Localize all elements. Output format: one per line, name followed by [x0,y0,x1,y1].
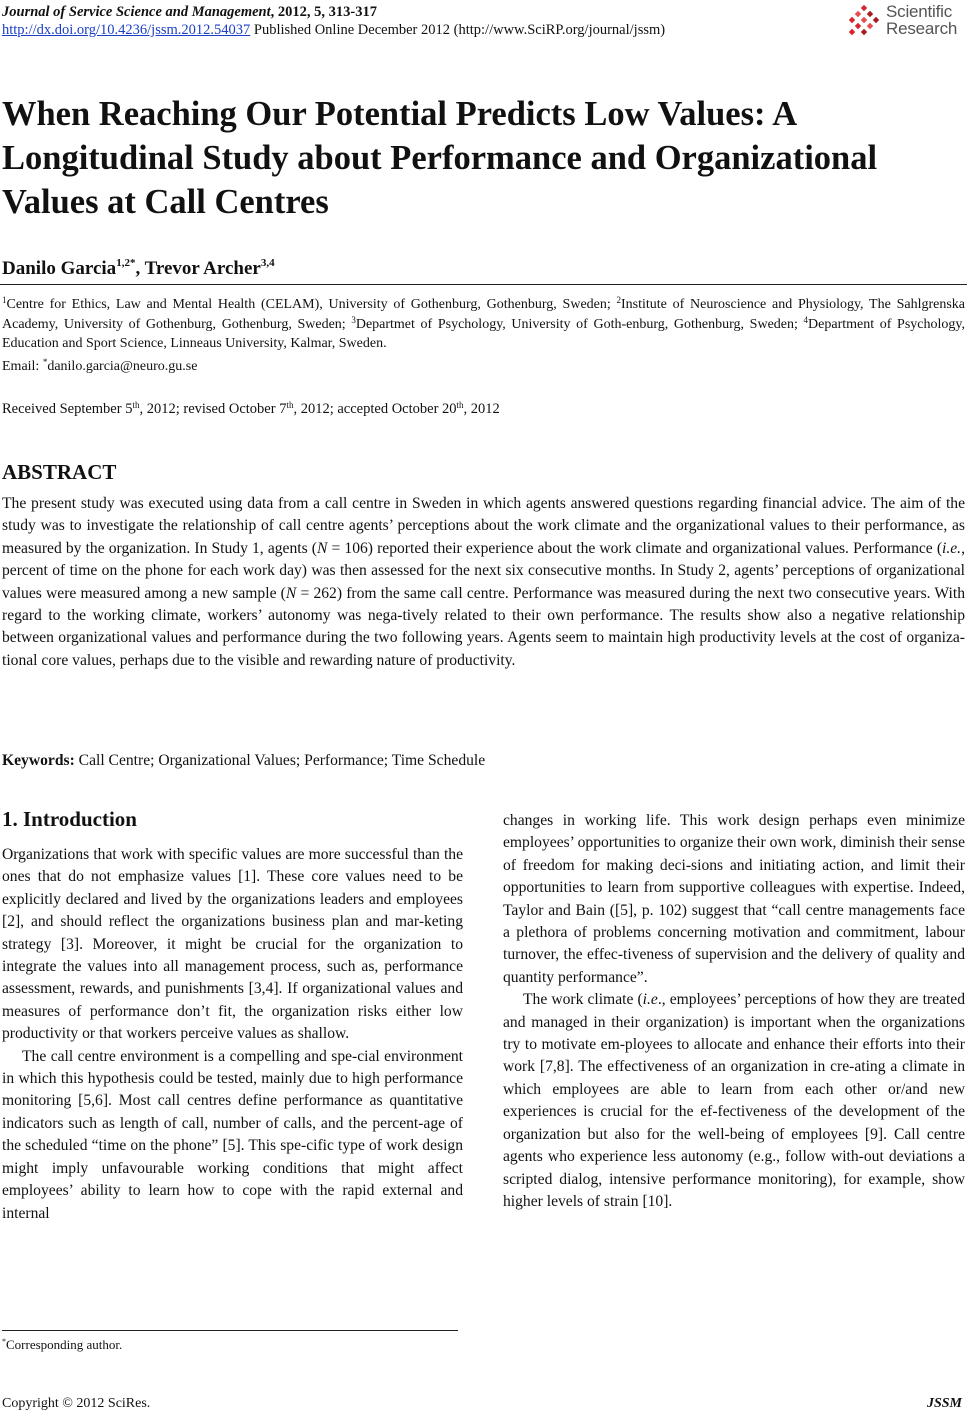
logo-diamond-shape [849,29,855,35]
affiliations [2,295,965,354]
date-text: , 2012; revised October 7 [139,401,287,417]
abstract-text: The present study was executed using data from a call centre in Sweden in which agents answered questions regarding financial advice. The aim of the study was to investigate the relationship of call centre agents’ perceptions about the work climate and the organizational values to their performance, as measured by the organization. In Study 1, agents ( [2,495,965,557]
logo-diamond-shape [861,5,867,11]
author-name: Danilo Garcia [2,258,117,279]
logo-diamond-shape [867,11,873,17]
logo-diamond-shape [861,17,867,23]
date-text: , 2012; accepted October 20 [293,401,457,417]
paragraph-text: ., employees’ perceptions of how they are treated and managed in their organization) is important when the organizations try to motivate em-ployees to allocate and enhance their efforts into their work [7,8]. The effectiveness of an organization in cre-ating a climate in which employees are able to learn from each other or/and new experiences is crucial for the ef-fectiveness of the development of the organization but also for the well-being of employees [9]. Call centre agents who experience less autonomy (e.g., follow with-out deviations a scripted dialog, intensive performance monitoring), for example, show higher levels of strain [10]. [503,991,965,1210]
scirp-diamond-icon [846,5,882,39]
received-dates [2,400,500,419]
journal-name: Journal of Service Science and Management [2,4,271,20]
footnote-marker: * [2,1337,6,1346]
logo-diamond-shape [855,11,861,17]
footnote-divider [2,1330,458,1331]
affiliation-text: Departmet of Psychology, University of Goth-enburg, Gothenburg, Sweden; [355,316,804,332]
logo-line-2: Research [886,19,958,38]
abstract-text: = 262) from the same call centre. Performance was measured during the next two consecutive years. With regard to the working climate, workers’ autonomy was nega-tively related to their own performance. The results show also a negative relationship between organizational values and performance during the two following years. Agents seem to maintain high productivity levels at the cost of organiza-tional core values, perhaps due to the visible and rewarding nature of productivity. [2,584,965,669]
abstract-body [2,493,965,672]
ordinal-suffix: th [286,400,294,410]
logo-diamond-shape [861,29,867,35]
affiliation-text: Institute of Neuroscience and Physiology, The Sahlgrenska Academy, University of Gothenburg, Gothenburg, Sweden; [2,297,966,332]
ordinal-suffix: th [456,400,464,410]
affiliation-marker: 1 [2,295,7,305]
doi-link[interactable]: http://dx.doi.org/10.4236/jssm.2012.54037 [2,22,251,38]
doi-line [2,21,665,39]
abstract-text: = 106) reported their experience about the work climate and organizational values. Performance ( [327,539,943,557]
title-divider [0,284,967,285]
logo-diamond-shape [855,23,861,29]
paragraph [503,989,965,1213]
paragraph-text: The work climate ( [523,991,643,1009]
paragraph-italic: i.e [642,991,658,1009]
logo-diamond-shape [849,17,855,23]
published-online-text: Published Online December 2012 (http://www.SciRP.org/journal/jssm) [250,22,666,38]
author-affiliation-marker: 3,4 [260,257,275,269]
abstract-italic: i.e. [942,539,962,557]
keywords-label: Keywords: [2,752,75,769]
keywords-text: Call Centre; Organizational Values; Performance; Time Schedule [74,752,486,769]
abstract-heading: ABSTRACT [2,460,117,484]
journal-volume-pages: , 2012, 5, 313-317 [270,4,377,20]
keywords [2,750,965,772]
corresponding-email [2,357,197,376]
author-name: Trevor Archer [144,258,261,279]
affiliation-marker: 3 [351,314,356,325]
footnote-text: Corresponding author. [6,1337,123,1352]
abstract-italic: N [316,539,328,557]
email-marker: * [42,357,48,367]
logo-diamond-shape [867,23,873,29]
affiliation-text: Department of Psychology, Education and Sport Science, Linneaus University, Kalmar, Sweden. [2,316,965,351]
email-label: Email: [2,359,43,374]
author-affiliation-marker: 1,2* [116,257,136,269]
logo-text [886,3,957,37]
journal-abbreviation: JSSM [926,1396,962,1411]
date-text: Received September 5 [2,401,133,417]
paragraph: changes in working life. This work design perhaps even minimize employees’ opportunities to organize their own work, diminish their sense of freedom for making deci-sions and initiating action, and limit their opportunities to learn from supportive colleagues with expertise. Indeed, Taylor and Bain ([5], p. 102) suggest that “call centre managements face a plethora of problems concerning motivation and commitment, labour turnover, the effec-tiveness of supervision and the delivery of quality and quantity performance”. [503,812,965,986]
paper-title: When Reaching Our Potential Predicts Low Values: A Longitudinal Study about Performance and Organizational Values at Call Centres [2,95,878,221]
right-column [503,810,965,1213]
affiliation-text: Centre for Ethics, Law and Mental Health (CELAM), University of Gothenburg, Gothenburg, Sweden; [6,297,617,312]
logo-line-1: Scientific [886,2,953,21]
paragraph: The call centre environment is a compelling and spe-cial environment in which this hypothesis could be tested, mainly due to high performance monitoring [5,6]. Most call centres define performance as quantitative indicators such as length of call, number of calls, and the percent-age of the scheduled “time on the phone” [5]. This spe-cific type of work design might imply unfavourable working conditions that might affect employees’ ability to learn how to cope with the rapid external and internal [2,1047,463,1222]
email-address[interactable]: danilo.garcia@neuro.gu.se [47,359,198,374]
abstract-italic: N [285,584,297,602]
author-separator: , [135,258,145,279]
affiliation-marker: 2 [616,295,622,305]
journal-citation [2,3,377,21]
paragraph: Organizations that work with specific values are more successful than the ones that do not emphasize values [1]. These core values need to be explicitly declared and lived by the organizations leaders and employees [2], and should reflect the organizations business plan and mar-keting strategy [3]. Moreover, it might be crucial for the organization to integrate the values into all management process, such as, performance assessment, rewards, and punishments [3,4]. If organizational values and measures of performance don’t fit, the organization risks either low productivity or that workers perceive values as shallow. [2,846,463,1043]
section-heading-introduction: 1. Introduction [2,807,137,831]
affiliation-marker: 4 [803,314,809,325]
copyright-notice: Copyright © 2012 SciRes. [2,1396,151,1411]
abstract-text: , percent of time on the phone for each work day) was then assessed for the next six consecutive months. In Study 2, agents’ perceptions of organizational values were measured among a new sample ( [2,539,965,602]
footnote [2,1336,122,1354]
scientific-research-logo [846,3,966,41]
left-column [2,844,463,1225]
logo-diamond-shape [873,17,879,23]
author-list [2,257,275,281]
date-text: , 2012 [463,401,500,417]
ordinal-suffix: th [132,400,140,410]
